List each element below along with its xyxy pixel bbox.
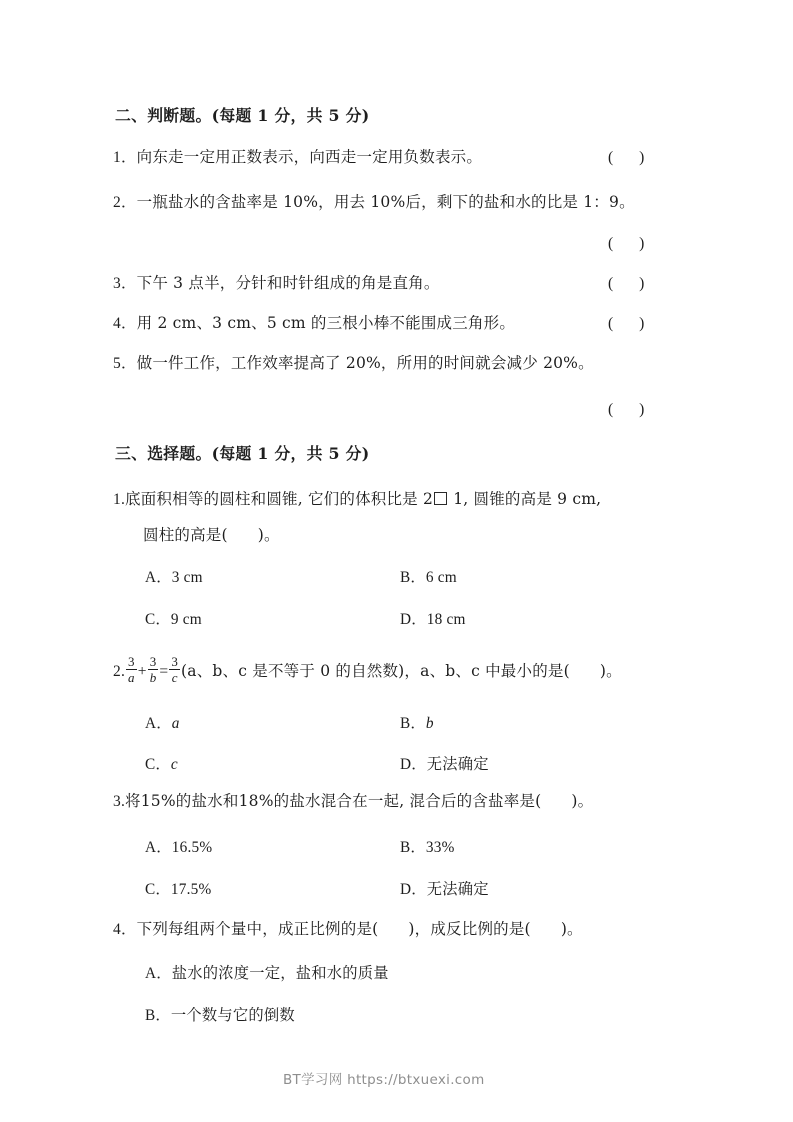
option-text: c [170, 756, 178, 773]
equals-operator: = [159, 662, 169, 680]
paren-open: ( [608, 275, 614, 292]
option-label: C． [145, 756, 171, 773]
paren-close: ) [639, 149, 645, 166]
choice-2-option-c[interactable] [145, 753, 178, 777]
paren-close: ) [639, 401, 645, 418]
choice-4-option-a[interactable] [145, 962, 389, 986]
option-text: 16.5% [171, 839, 213, 856]
question-number: 4． [113, 315, 137, 332]
question-text: 做一件工作，工作效率提高了 20%，所用的时间就会减少 20%。 [136, 354, 594, 372]
choice-2-option-a[interactable] [145, 712, 180, 736]
option-label: B． [145, 1007, 171, 1024]
question-stem: 下列每组两个量中，成正比例的是( [136, 920, 379, 938]
question-number: 3. [113, 793, 126, 810]
choice-1-option-b[interactable] [400, 566, 457, 590]
question-stem-cont: 1, 圆锥的高是 9 cm, [448, 490, 602, 508]
ratio-box-glyph-icon [434, 492, 447, 505]
question-text: 用 2 cm、3 cm、5 cm 的三根小棒不能围成三角形。 [136, 314, 516, 332]
option-text: 6 cm [425, 569, 457, 586]
option-label: A． [145, 965, 172, 982]
paren-close: ) [639, 275, 645, 292]
judgement-question-4 [113, 312, 515, 335]
option-text: 9 cm [170, 611, 202, 628]
fraction-three-over-c [169, 655, 180, 684]
option-text: 3 cm [171, 569, 203, 586]
choice-3-option-d[interactable] [400, 878, 489, 902]
fraction-three-over-a [126, 655, 137, 684]
fraction-numerator: 3 [149, 654, 157, 669]
question-stem-mid: )，成反比例的是( [408, 920, 531, 938]
option-label: C． [145, 881, 171, 898]
option-label: A． [145, 839, 172, 856]
paren-open: ( [608, 149, 614, 166]
paren-close: ) [639, 315, 645, 332]
judgement-answer-blank-1[interactable] [608, 146, 644, 169]
question-stem-close: )。 [571, 792, 594, 810]
judgement-answer-blank-4[interactable] [608, 312, 644, 335]
choice-2-option-d[interactable] [400, 753, 489, 777]
option-text: a [171, 715, 180, 732]
choice-question-1-line-2 [143, 524, 280, 547]
choice-1-option-c[interactable] [145, 608, 202, 632]
section-heading-choice: 三、选择题。(每题 1 分，共 5 分) [115, 444, 370, 463]
judgement-question-2 [113, 191, 635, 214]
plus-operator: + [137, 662, 147, 680]
option-label: D． [400, 611, 427, 628]
judgement-answer-blank-2[interactable] [608, 232, 644, 255]
question-stem-tail: 圆柱的高是( [143, 526, 228, 544]
question-text: 向东走一定用正数表示，向西走一定用负数表示。 [136, 148, 483, 166]
option-text: 盐水的浓度一定，盐和水的质量 [171, 964, 389, 982]
option-text: b [425, 715, 434, 732]
question-number: 2． [113, 194, 137, 211]
choice-question-2 [113, 655, 622, 684]
option-text: 无法确定 [426, 755, 489, 773]
question-number: 1． [113, 149, 137, 166]
option-label: B． [400, 839, 426, 856]
choice-3-option-c[interactable] [145, 878, 211, 902]
judgement-answer-blank-5[interactable] [608, 398, 644, 421]
paren-open: ( [608, 315, 614, 332]
question-text: 下午 3 点半，分针和时针组成的角是直角。 [136, 274, 440, 292]
option-label: B． [400, 715, 426, 732]
question-text: 一瓶盐水的含盐率是 10%，用去 10%后，剩下的盐和水的比是 1：9。 [136, 193, 635, 211]
question-stem-close: )。 [257, 526, 280, 544]
fraction-denominator: c [171, 670, 178, 685]
choice-1-option-d[interactable] [400, 608, 466, 632]
question-stem-tail: (a、b、c 是不等于 0 的自然数)，a、b、c 中最小的是( [181, 661, 570, 680]
option-label: A． [145, 715, 172, 732]
choice-3-option-b[interactable] [400, 836, 455, 860]
question-stem: 底面积相等的圆柱和圆锥, 它们的体积比是 2 [125, 490, 434, 508]
fraction-numerator: 3 [128, 654, 135, 669]
judgement-question-5 [113, 352, 594, 375]
option-text: 33% [425, 839, 455, 856]
judgement-question-3 [113, 272, 440, 295]
choice-4-option-b[interactable] [145, 1004, 295, 1028]
judgement-question-1 [113, 146, 482, 169]
fraction-denominator: b [149, 670, 157, 685]
question-stem: 将15%的盐水和18%的盐水混合在一起, 混合后的含盐率是( [125, 792, 542, 810]
choice-question-4 [113, 918, 583, 941]
option-text: 一个数与它的倒数 [170, 1006, 295, 1024]
question-number: 3． [113, 275, 137, 292]
option-label: B． [400, 569, 426, 586]
option-label: D． [400, 881, 427, 898]
choice-question-3 [113, 790, 593, 813]
option-text: 无法确定 [426, 880, 489, 898]
paren-open: ( [608, 235, 614, 252]
question-number: 5． [113, 355, 137, 372]
option-text: 17.5% [170, 881, 212, 898]
option-label: A． [145, 569, 172, 586]
paren-close: ) [639, 235, 645, 252]
question-number: 2. [113, 662, 126, 680]
option-text: 18 cm [426, 611, 466, 628]
footer-watermark: BT学习网 https://btxuexi.com [283, 1072, 485, 1088]
section-heading-judgement: 二、判断题。(每题 1 分，共 5 分) [115, 106, 370, 125]
judgement-answer-blank-3[interactable] [608, 272, 644, 295]
paren-open: ( [608, 401, 614, 418]
fraction-denominator: a [128, 670, 135, 685]
fraction-numerator: 3 [171, 654, 179, 669]
option-label: D． [400, 756, 427, 773]
choice-2-option-b[interactable] [400, 712, 434, 736]
question-stem-close: )。 [599, 661, 622, 680]
choice-1-option-a[interactable] [145, 566, 203, 590]
choice-question-1-line-1 [113, 488, 601, 511]
fraction-three-over-b [148, 655, 159, 684]
question-number: 1. [113, 491, 126, 508]
question-number: 4． [113, 921, 137, 938]
option-label: C． [145, 611, 171, 628]
choice-3-option-a[interactable] [145, 836, 212, 860]
question-stem-close: )。 [560, 920, 583, 938]
